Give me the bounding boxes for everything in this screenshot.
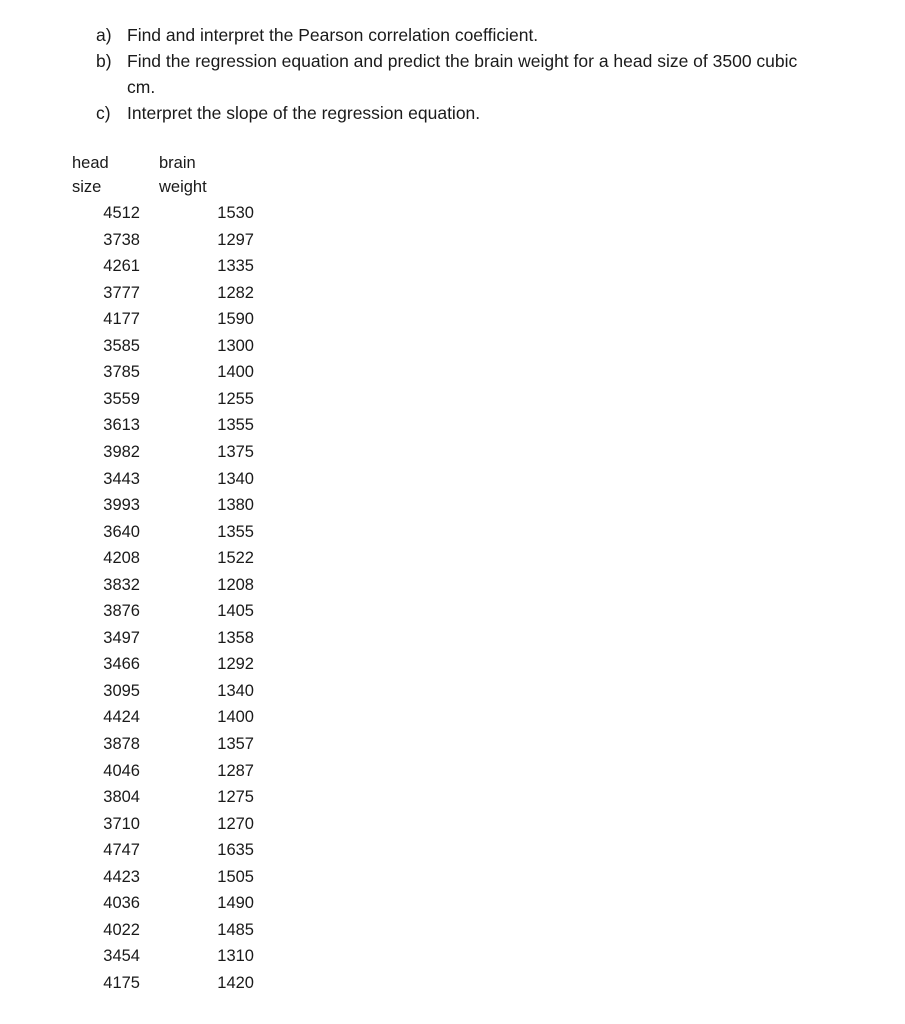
table-cell-head-size: 3777 [103, 284, 140, 302]
table-cell-head-size: 4046 [103, 762, 140, 780]
table-cell-brain-weight: 1400 [217, 708, 254, 726]
table-cell-brain-weight: 1522 [217, 549, 254, 567]
header-brain-line2: weight [159, 178, 207, 196]
table-cell-brain-weight: 1208 [217, 576, 254, 594]
table-cell-brain-weight: 1505 [217, 868, 254, 886]
table-cell-brain-weight: 1340 [217, 682, 254, 700]
table-cell-head-size: 3738 [103, 231, 140, 249]
table-cell-head-size: 4177 [103, 310, 140, 328]
table-cell-head-size: 3993 [103, 496, 140, 514]
table-cell-brain-weight: 1375 [217, 443, 254, 461]
table-cell-head-size: 3466 [103, 655, 140, 673]
table-cell-head-size: 3559 [103, 390, 140, 408]
table-cell-brain-weight: 1590 [217, 310, 254, 328]
question-c-letter: c) [96, 103, 111, 123]
table-cell-brain-weight: 1340 [217, 470, 254, 488]
table-cell-head-size: 3876 [103, 602, 140, 620]
table-cell-brain-weight: 1335 [217, 257, 254, 275]
table-cell-head-size: 3443 [103, 470, 140, 488]
table-cell-brain-weight: 1282 [217, 284, 254, 302]
table-cell-brain-weight: 1635 [217, 841, 254, 859]
question-a-letter: a) [96, 25, 112, 45]
table-cell-head-size: 3454 [103, 947, 140, 965]
table-cell-head-size: 3982 [103, 443, 140, 461]
question-b-text: Find the regression equation and predict the brain weight for a head size of 3500 cubic [127, 51, 798, 71]
table-cell-brain-weight: 1355 [217, 523, 254, 541]
table-cell-head-size: 4512 [103, 204, 140, 222]
table-cell-head-size: 4747 [103, 841, 140, 859]
table-cell-head-size: 3095 [103, 682, 140, 700]
table-cell-head-size: 4036 [103, 894, 140, 912]
table-cell-brain-weight: 1355 [217, 416, 254, 434]
question-c-text: Interpret the slope of the regression equation. [127, 103, 481, 123]
table-cell-brain-weight: 1310 [217, 947, 254, 965]
table-cell-head-size: 4424 [103, 708, 140, 726]
table-cell-head-size: 3497 [103, 629, 140, 647]
table-cell-brain-weight: 1485 [217, 921, 254, 939]
table-cell-brain-weight: 1358 [217, 629, 254, 647]
table-cell-brain-weight: 1530 [217, 204, 254, 222]
table-cell-brain-weight: 1357 [217, 735, 254, 753]
table-cell-head-size: 4423 [103, 868, 140, 886]
table-cell-head-size: 3585 [103, 337, 140, 355]
table-cell-brain-weight: 1270 [217, 815, 254, 833]
table-cell-head-size: 3832 [103, 576, 140, 594]
table-cell-brain-weight: 1405 [217, 602, 254, 620]
table-cell-head-size: 4022 [103, 921, 140, 939]
table-cell-head-size: 3804 [103, 788, 140, 806]
table-cell-brain-weight: 1400 [217, 363, 254, 381]
table-cell-head-size: 4208 [103, 549, 140, 567]
table-cell-brain-weight: 1300 [217, 337, 254, 355]
table-cell-brain-weight: 1255 [217, 390, 254, 408]
table-cell-head-size: 3878 [103, 735, 140, 753]
table-cell-brain-weight: 1287 [217, 762, 254, 780]
table-cell-head-size: 4261 [103, 257, 140, 275]
table-cell-head-size: 3613 [103, 416, 140, 434]
question-b-continuation: cm. [127, 77, 156, 97]
header-head-line1: head [72, 154, 109, 172]
table-cell-brain-weight: 1420 [217, 974, 254, 992]
header-head-line2: size [72, 178, 102, 196]
table-cell-head-size: 4175 [103, 974, 140, 992]
table-cell-head-size: 3710 [103, 815, 140, 833]
table-cell-head-size: 3785 [103, 363, 140, 381]
question-a-text: Find and interpret the Pearson correlation coefficient. [127, 25, 539, 45]
table-cell-head-size: 3640 [103, 523, 140, 541]
table-cell-brain-weight: 1292 [217, 655, 254, 673]
table-cell-brain-weight: 1490 [217, 894, 254, 912]
header-brain-line1: brain [159, 154, 196, 172]
table-cell-brain-weight: 1297 [217, 231, 254, 249]
table-cell-brain-weight: 1275 [217, 788, 254, 806]
table-cell-brain-weight: 1380 [217, 496, 254, 514]
question-b-letter: b) [96, 51, 112, 71]
